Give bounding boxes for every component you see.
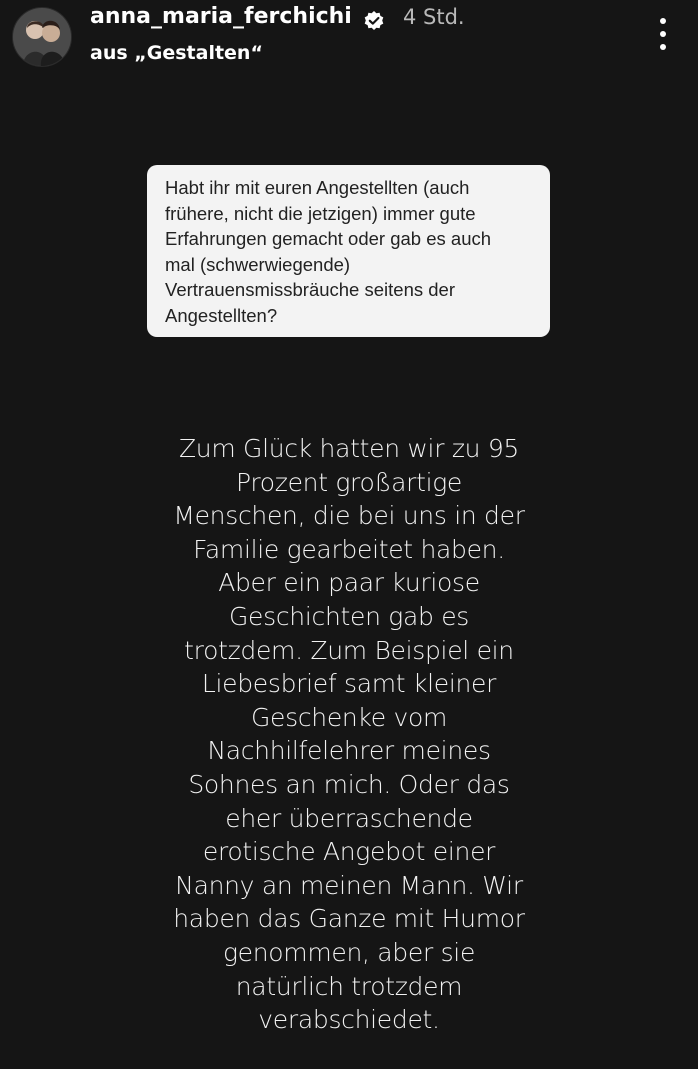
- question-line: mal (schwerwiegende): [165, 253, 351, 275]
- answer-line: Familie gearbeitet haben.: [193, 534, 505, 564]
- answer-line: Zum Glück hatten wir zu 95: [178, 434, 520, 463]
- answer-line: Nanny an meinen Mann. Wir: [175, 870, 523, 900]
- answer-line: Menschen, die bei uns in der: [173, 501, 525, 531]
- answer-line: haben das Ganze mit Humor: [173, 904, 525, 934]
- answer-line: trotzdem. Zum Beispiel ein: [184, 635, 514, 665]
- question-line: frühere, nicht die jetzigen) immer gute: [165, 202, 476, 224]
- question-line: Habt ihr mit euren Angestellten (auch: [165, 177, 470, 198]
- answer-text: [120, 432, 578, 1037]
- more-vertical-icon: [660, 18, 666, 24]
- more-vertical-icon: [660, 44, 666, 50]
- answer-line: Aber ein paar kuriose: [218, 568, 480, 598]
- answer-line: Prozent großartige: [235, 467, 463, 497]
- answer-line: eher überraschende: [225, 803, 473, 833]
- answer-line: erotische Angebot einer: [202, 837, 496, 867]
- question-sticker[interactable]: [147, 165, 550, 337]
- avatar[interactable]: [12, 7, 72, 67]
- question-line: Erfahrungen gemacht oder gab es auch: [165, 228, 492, 249]
- username[interactable]: anna_maria_ferchichi: [90, 4, 352, 29]
- answer-line: verabschiedet.: [258, 1005, 440, 1035]
- audio-source-label[interactable]: aus „Gestalten“: [90, 42, 263, 64]
- more-vertical-icon: [660, 31, 666, 37]
- answer-line: Geschichten gab es: [228, 601, 470, 631]
- question-line: Angestellten?: [165, 304, 278, 326]
- answer-line: natürlich trotzdem: [235, 971, 463, 1001]
- question-line: Vertrauensmissbräuche seitens der: [165, 279, 455, 300]
- answer-line: Liebesbrief samt kleiner: [201, 669, 497, 699]
- story-header: [0, 0, 698, 80]
- answer-line: Sohnes an mich. Oder das: [188, 769, 510, 799]
- post-timestamp: 4 Std.: [403, 5, 465, 29]
- answer-line: genommen, aber sie: [222, 937, 476, 967]
- verified-badge-icon: [363, 10, 385, 32]
- answer-line: Geschenke vom: [250, 702, 448, 732]
- more-options-button[interactable]: [648, 16, 678, 52]
- answer-line: Nachhilfelehrer meines: [207, 736, 491, 766]
